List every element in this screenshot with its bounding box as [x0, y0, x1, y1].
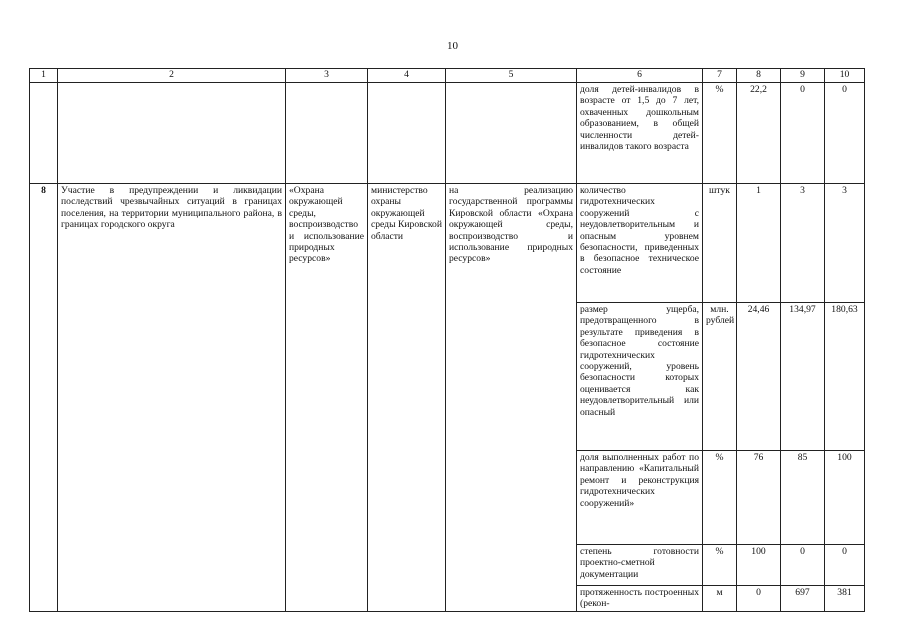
value-cell: 1	[737, 184, 781, 303]
column-header: 5	[446, 69, 577, 83]
table-header-row	[30, 69, 865, 83]
table-cell	[30, 83, 58, 184]
ministry-cell: министерство охраны окружающей среды Кировской области	[368, 184, 446, 612]
indicator-cell: доля детей-инвалидов в возрасте от 1,5 до 7 лет, охваченных дошкольным образованием, в общей численности детей-инвалидов такого возраста	[577, 83, 703, 184]
unit-cell: штук	[703, 184, 737, 303]
value-cell: 100	[825, 451, 865, 545]
purpose-cell: на реализацию государственной программы Кировской области «Охрана окружающей среды, воспроизводство и использование природных ресурсов»	[446, 184, 577, 612]
table-cell	[446, 83, 577, 184]
column-header: 6	[577, 69, 703, 83]
unit-cell: млн. рублей	[703, 303, 737, 451]
value-cell: 3	[825, 184, 865, 303]
indicator-cell: количество гидротехнических сооружений с неудовлетворительным и опасным уровнем безопасности, приведенных в безопасное техническое состояние	[577, 184, 703, 303]
value-cell: 22,2	[737, 83, 781, 184]
value-cell: 0	[781, 83, 825, 184]
column-header: 2	[58, 69, 286, 83]
value-cell: 24,46	[737, 303, 781, 451]
column-header: 9	[781, 69, 825, 83]
indicators-table	[29, 68, 865, 612]
value-cell: 76	[737, 451, 781, 545]
value-cell: 381	[825, 586, 865, 612]
indicator-cell: степень готовности проектно-сметной документации	[577, 545, 703, 586]
value-cell: 3	[781, 184, 825, 303]
unit-cell: %	[703, 545, 737, 586]
table-cell	[286, 83, 368, 184]
value-cell: 100	[737, 545, 781, 586]
column-header: 4	[368, 69, 446, 83]
unit-cell: м	[703, 586, 737, 612]
indicator-cell: доля выполненных работ по направлению «Капитальный ремонт и реконструкция гидротехнических сооружений»	[577, 451, 703, 545]
value-cell: 0	[737, 586, 781, 612]
program-cell: «Охрана окружающей среды, воспроизводство и использование природных ресурсов»	[286, 184, 368, 612]
value-cell: 0	[781, 545, 825, 586]
value-cell: 0	[825, 83, 865, 184]
table-cell	[58, 83, 286, 184]
unit-cell: %	[703, 451, 737, 545]
indicator-cell: протяженность построенных (рекон-	[577, 586, 703, 612]
column-header: 1	[30, 69, 58, 83]
column-header: 8	[737, 69, 781, 83]
table-cell	[368, 83, 446, 184]
measure-cell: Участие в предупреждении и ликвидации последствий чрезвычайных ситуаций в границах поселения, на территории муниципального района, в границах городского округа	[58, 184, 286, 612]
column-header: 10	[825, 69, 865, 83]
page-number: 10	[447, 40, 458, 52]
value-cell: 134,97	[781, 303, 825, 451]
value-cell: 85	[781, 451, 825, 545]
value-cell: 0	[825, 545, 865, 586]
value-cell: 697	[781, 586, 825, 612]
indicator-cell: размер ущерба, предотвращенного в результате приведения в безопасное состояние гидротехнических сооружений, уровень безопасности которых оценивается как неудовлетворительный или опасный	[577, 303, 703, 451]
column-header: 3	[286, 69, 368, 83]
row-number: 8	[30, 184, 58, 612]
value-cell: 180,63	[825, 303, 865, 451]
unit-cell: %	[703, 83, 737, 184]
table-row	[30, 184, 865, 303]
column-header: 7	[703, 69, 737, 83]
table-row	[30, 83, 865, 184]
